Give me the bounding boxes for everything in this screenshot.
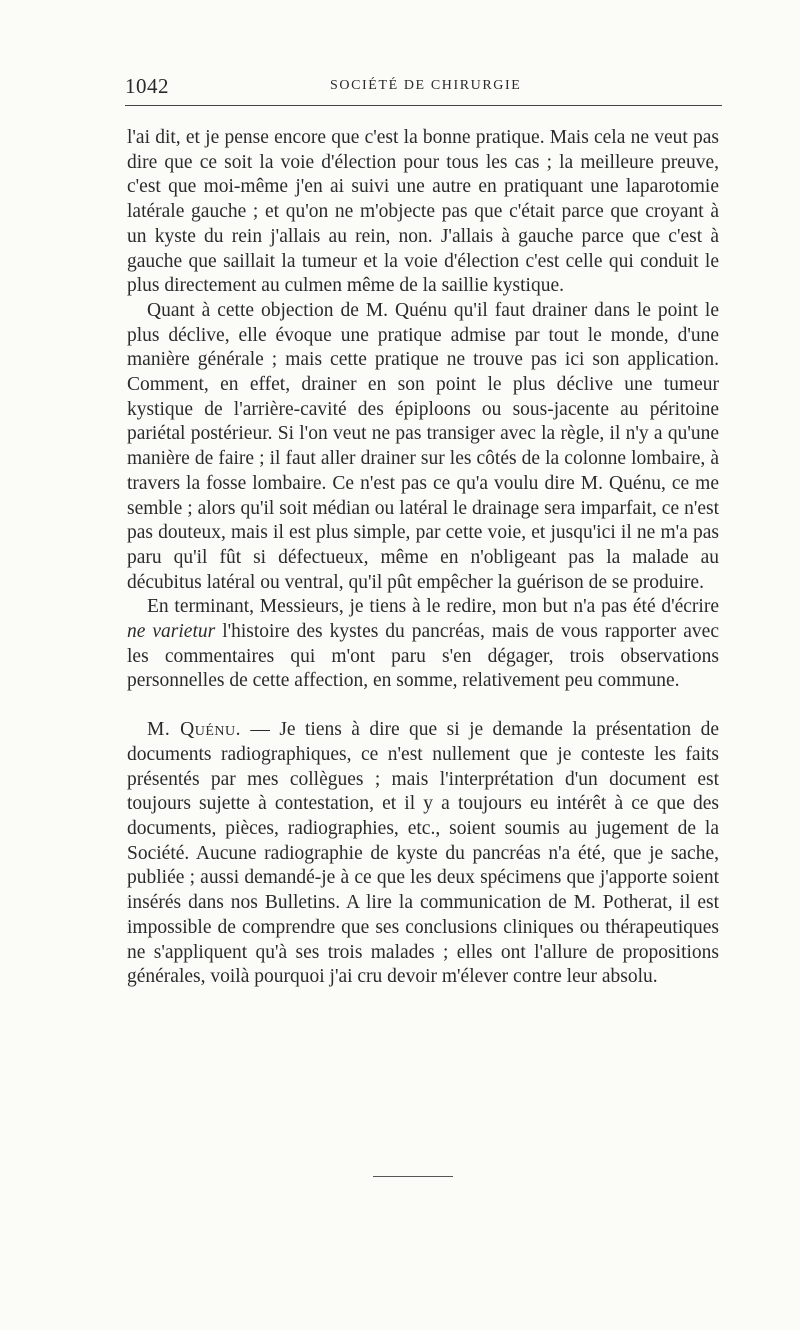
latin-phrase: ne varietur [127, 621, 216, 643]
paragraph-objection-reply: Quant à cette objection de M. Quénu qu'il faut drainer dans le point le plus déclive, elle évoque une pratique admise par tout le monde, d'une manière générale ; mais cette pratique ne trouve pas ici son application. Comment, en effet, drainer en son point le plus déclive une tumeur kystique de l'arrière-cavité des épiploons ou sous-jacente au péritoine pariétal postérieur. Si l'on veut ne pas transiger avec la règle, il n'y a qu'une manière de faire ; il faut aller drainer sur les côtés de la colonne lombaire, à travers la fosse lombaire. Ce n'est pas ce qu'a voulu dire M. Quénu, ce me semble ; alors qu'il soit médian ou latéral le drainage sera imparfait, ce n'est pas douteux, mais il est plus simple, par cette voie, et jusqu'ici il ne m'a pas paru qu'il fût si défectueux, même en n'obligeant pas la malade au décubitus latéral ou ventral, qu'il pût empêcher la guérison de se produire. [127, 299, 719, 593]
journal-title: SOCIÉTÉ DE CHIRURGIE [330, 78, 522, 93]
speaker-name: M. Quénu. [147, 719, 241, 741]
body-text [127, 126, 719, 990]
conclusion-text-end: l'histoire des kystes du pancréas, mais de vous rapporter avec les commentaires qui m'ont paru s'en dégager, trois observations personnelles de cette affection, en somme, relativement peu commune. [127, 621, 719, 692]
paragraph-continuation: l'ai dit, et je pense encore que c'est la bonne pratique. Mais cela ne veut pas dire que ce soit la voie d'élection pour tous les cas ; la meilleure preuve, c'est que moi-même j'en ai suivi une autre en pratiquant une laparotomie latérale gauche ; et qu'on ne m'objecte pas que c'était parce que croyant à un kyste du rein j'allais au rein, non. J'allais à gauche parce que c'est à gauche que saillait la tumeur et la voie d'élection c'est celle qui conduit le plus directement au culmen même de la saillie kystique. [127, 127, 719, 297]
paragraph-gap [127, 694, 719, 718]
paragraph-conclusion [127, 595, 719, 694]
conclusion-text-start: En terminant, Messieurs, je tiens à le redire, mon but n'a pas été d'écrire [147, 596, 719, 618]
running-head [125, 72, 722, 100]
end-rule [373, 1176, 453, 1177]
header-rule [125, 105, 722, 106]
remark-text: — Je tiens à dire que si je demande la présentation de documents radiographiques, ce n'est nullement que je conteste les faits présentés par mes collègues ; mais l'interprétation d'un document est toujours sujette à contestation, et il y a toujours eu intérêt à ce que des documents, pièces, radiographies, etc., soient soumis au jugement de la Société. Aucune radiographie de kyste du pancréas n'a été, que je sache, publiée ; aussi demandé-je à ce que les deux spécimens que j'apporte soient insérés dans nos Bulletins. A lire la communication de M. Potherat, il est impossible de comprendre que ses conclusions cliniques ou thérapeutiques ne s'appliquent qu'à ses trois malades ; elles ont l'allure de propositions générales, voilà pourquoi j'ai cru devoir m'élever contre leur absolu. [127, 719, 719, 988]
paragraph-quenu-remark [127, 718, 719, 990]
page-number: 1042 [125, 74, 169, 98]
